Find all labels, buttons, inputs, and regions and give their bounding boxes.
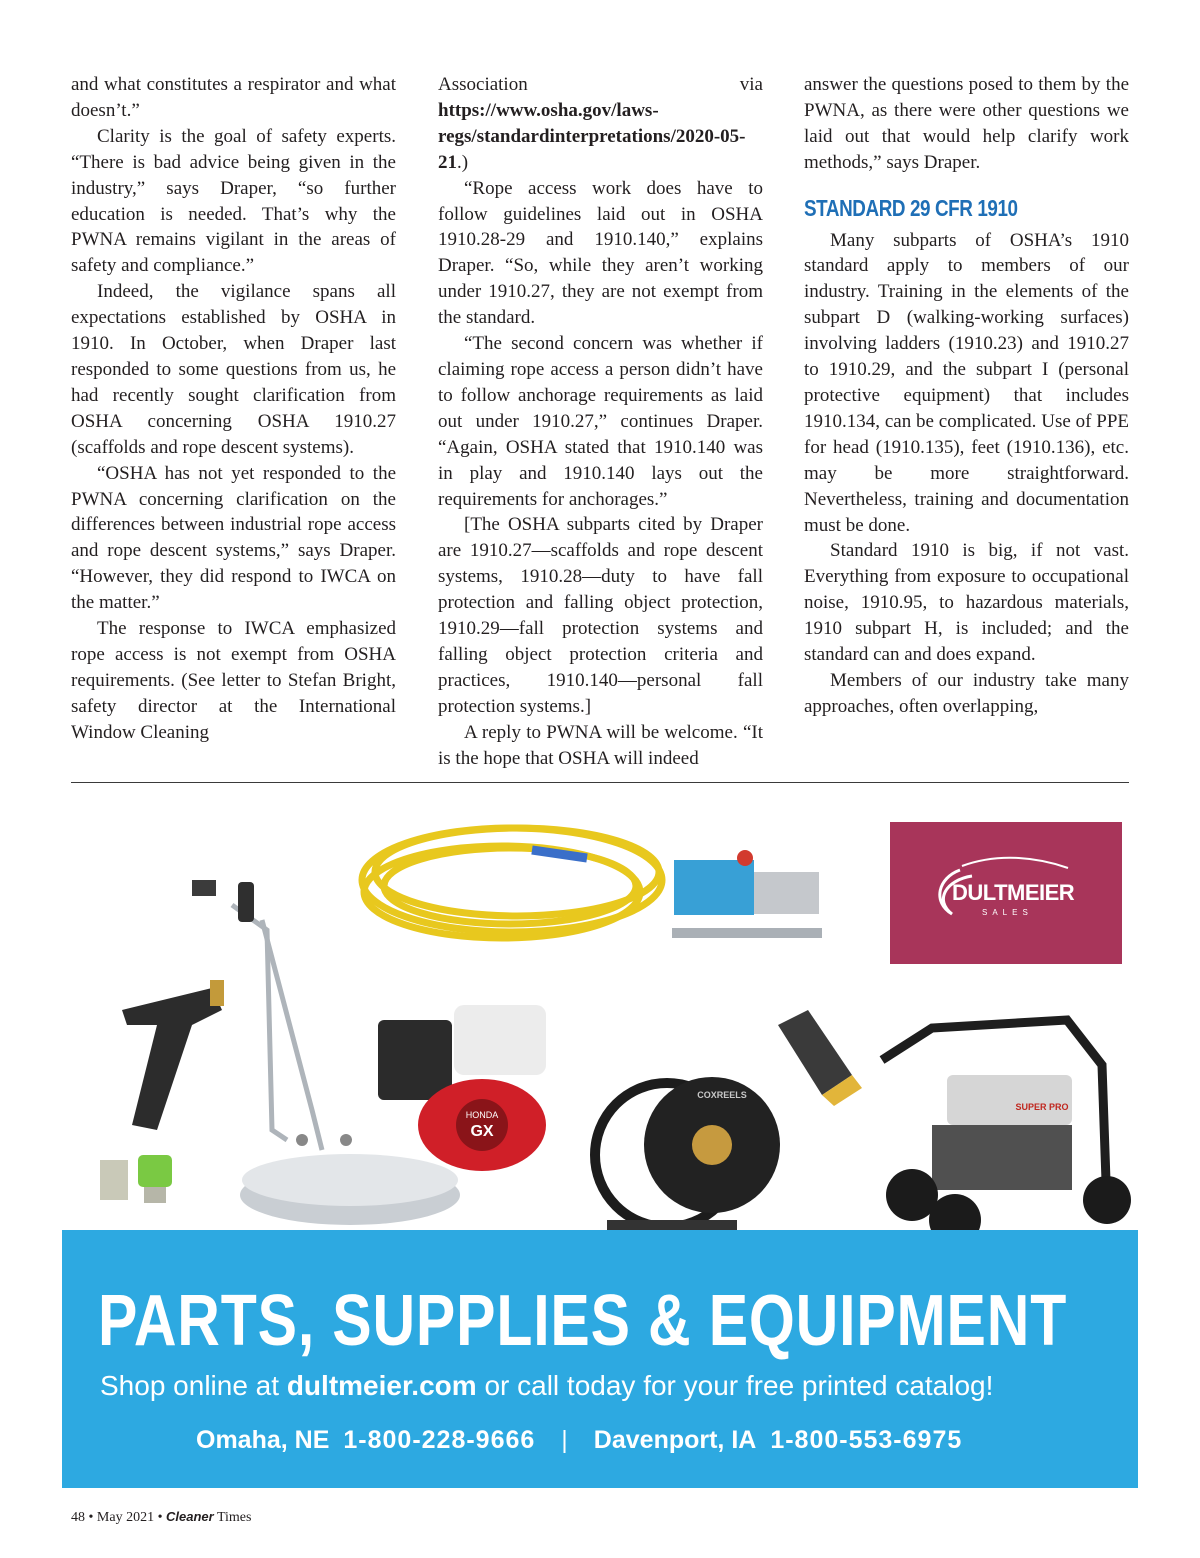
paragraph: A reply to PWNA will be welcome. “It is the hope that OSHA will indeed	[438, 721, 763, 769]
folio-bullet: •	[157, 1510, 163, 1525]
paragraph: [The OSHA subparts cited by Draper are 1910.27—scaffolds and rope descent systems, 1910.28—duty to have fall protection and falling object protection, 1910.29—fall protection systems and falling object protection criteria and practices, 1910.140—personal fall protection systems.]	[438, 514, 763, 717]
issue-date: May 2021	[96, 1510, 155, 1525]
brand-tagline: SALES	[982, 908, 1033, 917]
ad-contacts	[196, 1426, 962, 1455]
engine-model-label: GX	[470, 1123, 494, 1140]
paragraph-text: Association via	[438, 74, 763, 95]
section-subheading: STANDARD 29 CFR 1910	[804, 194, 1018, 221]
engine-illustration	[378, 1005, 546, 1171]
website-link[interactable]: dultmeier.com	[286, 1370, 477, 1401]
paragraph: Members of our industry take many approaches, often overlapping,	[804, 669, 1129, 717]
paragraph: “Rope access work does have to follow guidelines laid out in OSHA 1910.28-29 and 1910.140,” explains Draper. “So, while they aren’t working under 1910.27, they are not exempt from the standard.	[438, 177, 763, 329]
washer-brand-label: SUPER PRO	[1015, 1102, 1069, 1112]
paragraph: “The second concern was whether if claiming rope access a person didn’t have to follow anchorage requirements as laid out under 1910.27,” continues Draper. “Again, OSHA stated that 1910.140 was in play and 1910.140 lays out the requirements for anchorages.”	[438, 333, 763, 510]
engine-brand-label: HONDA	[465, 1110, 499, 1120]
ad-shop-line	[100, 1370, 993, 1402]
phone-number-link[interactable]: 1-800-228-9666	[343, 1426, 536, 1454]
hose-illustration	[362, 828, 662, 938]
ad-headline: PARTS, SUPPLIES & EQUIPMENT	[98, 1281, 1068, 1361]
folio-bullet: •	[88, 1510, 94, 1525]
dultmeier-logo[interactable]	[890, 822, 1122, 964]
paragraph: and what constitutes a respirator and what doesn’t.”	[71, 74, 396, 121]
paragraph: Many subparts of OSHA’s 1910 standard apply to members of our industry. Training in the elements of the subpart D (walking-working surfaces) involving ladders (1910.23) and 1910.27 to 1910.29, and the subpart I (personal protective equipment) that includes 1910.134, can be complicated. Use of PPE for head (1910.135), feet (1910.136), etc. may be more straightforward. Nevertheless, training and documentation must be done.	[804, 229, 1129, 536]
advertisement[interactable]	[62, 810, 1138, 1490]
paragraph-text: .)	[457, 151, 469, 173]
shop-text: Shop online at	[100, 1370, 280, 1401]
paragraph: answer the questions posed to them by the PWNA, as there were other questions we laid out that would help clarify work methods,” says Draper.	[804, 74, 1129, 173]
page-folio	[71, 1509, 251, 1526]
osha-url-link[interactable]: https://www.osha.gov/laws-regs/standardinterpretations/2020-05-21	[438, 99, 746, 173]
article-body	[71, 72, 1129, 769]
spray-gun-illustration	[122, 980, 224, 1130]
separator: |	[561, 1426, 568, 1454]
column-1	[71, 72, 396, 746]
divider-rule	[71, 782, 1129, 783]
shop-text: or call today for your free printed catalog!	[484, 1370, 994, 1401]
ad-banner	[62, 1230, 1138, 1488]
column-3	[804, 72, 1129, 720]
paragraph-osha-link	[438, 72, 763, 176]
paragraph: “OSHA has not yet responded to the PWNA concerning clarification on the differences between industrial rope access and rope descent systems,” says Draper. “However, they did respond to IWCA on the matter.”	[71, 462, 396, 614]
location-city: Davenport, IA	[593, 1426, 757, 1454]
magazine-name: Times	[216, 1510, 252, 1525]
phone-number-link[interactable]: 1-800-553-6975	[770, 1426, 963, 1454]
paragraph: Clarity is the goal of safety experts. “There is bad advice being given in the industry,” says Draper, “so further education is needed. That’s why the PWNA remains vigilant in the areas of safety and compliance.”	[71, 125, 396, 277]
paragraph: Indeed, the vigilance spans all expectations established by OSHA in 1910. In October, when Draper last responded to some questions from us, he had recently sought clarification from OSHA concerning OSHA 1910.27 (scaffolds and rope descent systems).	[71, 281, 396, 458]
turbo-nozzle-illustration	[778, 1010, 862, 1106]
pressure-washer-illustration	[882, 1020, 1131, 1230]
brand-name: DULTMEIER	[952, 880, 1075, 905]
pump-illustration	[672, 850, 822, 938]
magazine-name-italic: Cleaner	[165, 1509, 214, 1524]
nozzles-illustration	[100, 1155, 172, 1203]
reel-brand-label: COXREELS	[697, 1090, 747, 1100]
location-city: Omaha, NE	[196, 1426, 330, 1454]
page-number: 48	[71, 1510, 85, 1525]
paragraph: The response to IWCA emphasized rope access is not exempt from OSHA requirements. (See letter to Stefan Bright, safety director at the International Window Cleaning	[71, 618, 396, 743]
hose-reel-illustration	[595, 1077, 780, 1230]
column-2	[438, 72, 763, 771]
paragraph: Standard 1910 is big, if not vast. Everything from exposure to occupational noise, 1910.95, to hazardous materials, 1910 subpart H, is included; and the standard can and does expand.	[804, 540, 1129, 666]
